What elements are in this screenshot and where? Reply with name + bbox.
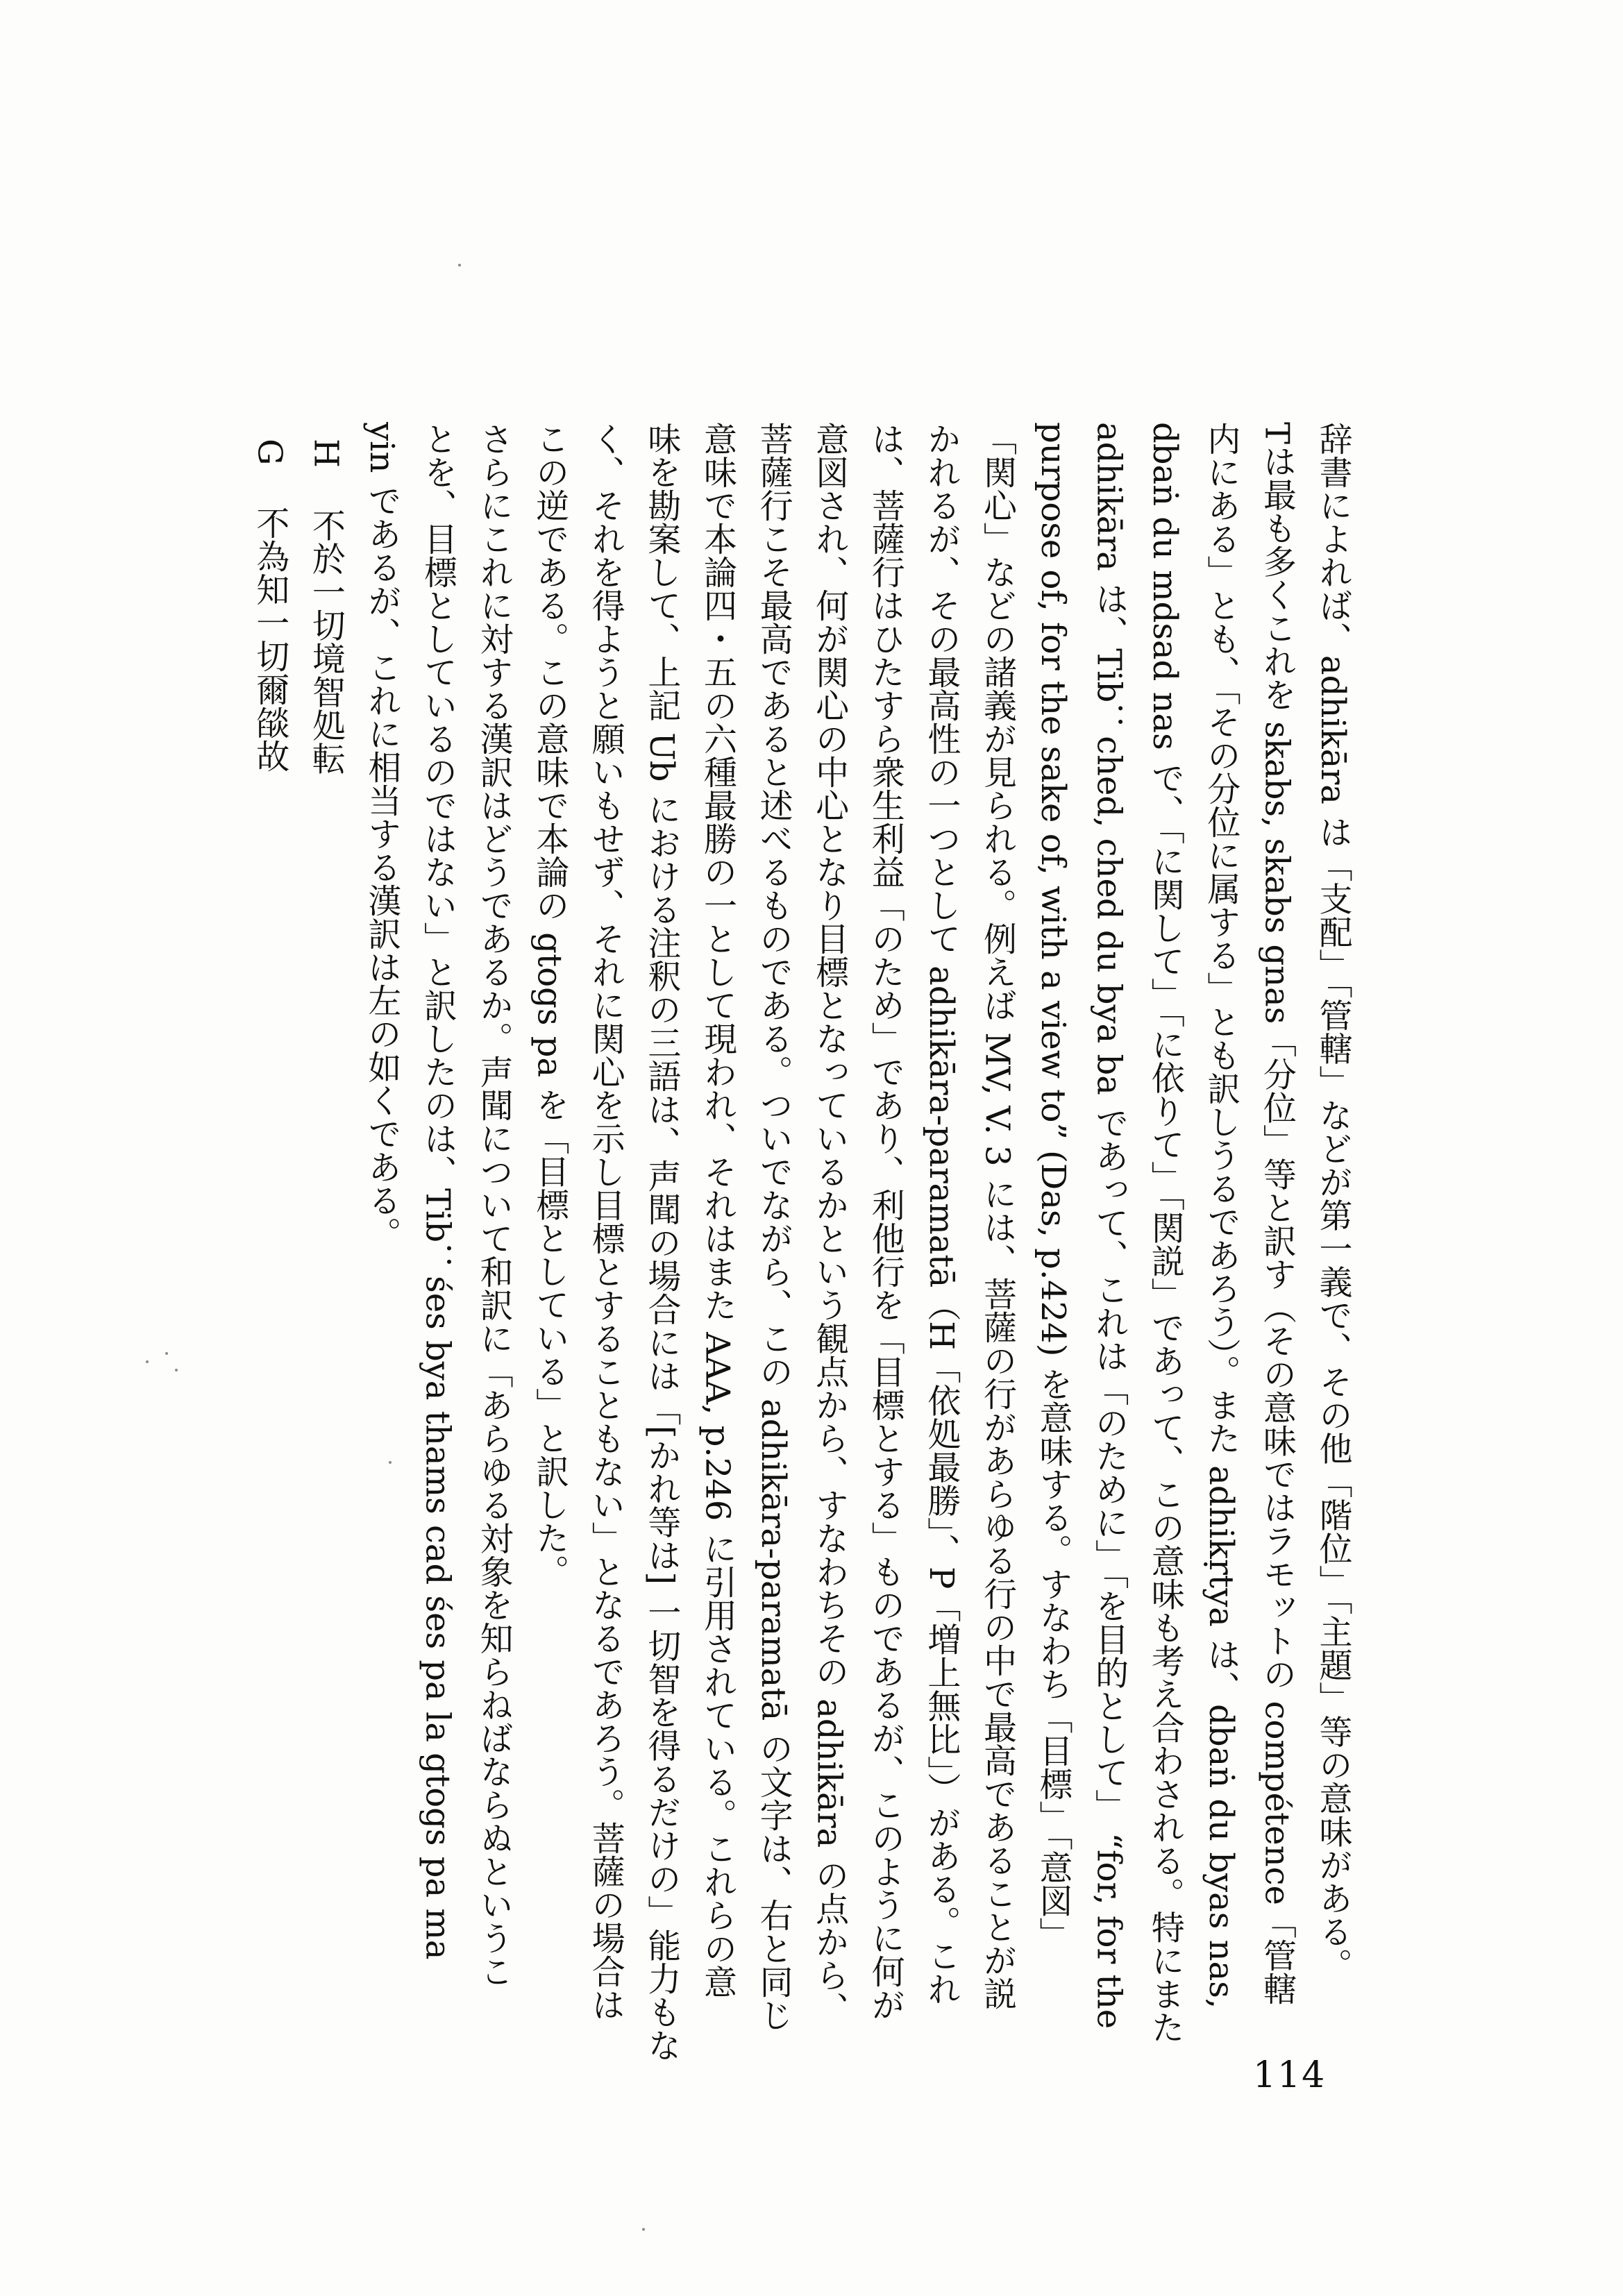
paragraph-2 <box>353 389 521 2041</box>
text-line: 内にある」とも、「その分位に属する」とも訳しうるであろう）。また adhikṛtya は、dbaṅ du byas nas, <box>1201 422 1241 2009</box>
scan-speck <box>165 1352 168 1355</box>
text-line: adhikāra は、Tib：ched, ched du bya ba であって、これは「のために」「を目的として」 “for, for the <box>1089 422 1129 2029</box>
text-line: とを、目標としているのではない」と訳したのは、Tib：śes bya thams cad śes pa la gtogs pa ma <box>418 422 457 1960</box>
text-line: く、それを得ようと願いもせず、それに関心を示し目標とすることもない」となるであろう。菩薩の場合は <box>586 422 625 2021</box>
translation-list <box>242 389 353 2041</box>
text-line: この逆である。この意味で本論の gtogs pa を「目標としている」と訳した。 <box>530 422 569 1588</box>
paragraph-1 <box>521 389 1361 2062</box>
text-line: は、菩薩行はひたすら衆生利益「のため」であり、利他行を「目標とする」ものであるが、このように何が <box>866 422 905 2021</box>
translation-item-g <box>242 389 298 2041</box>
item-text: 不於一切境智処転 <box>306 508 346 775</box>
translation-item-h <box>298 389 354 2041</box>
scan-speck <box>642 2228 645 2231</box>
text-line: さらにこれに対する漢訳はどうであるか。声聞について和訳に「あらゆる対象を知らねばならぬというこ <box>474 422 514 1988</box>
text-line: 意味で本論四・五の六種最勝の一として現われ、それはまた AAA, p.246 に引用されている。これらの意 <box>698 422 737 1998</box>
text-line: yin であるが、これに相当する漢訳は左の如くである。 <box>362 422 401 1250</box>
body-text <box>250 389 1361 2062</box>
text-line: dbaṅ du mdsad nas で、「に関して」「に依りて」「関説」であって、この意味も考え合わされる。特にまた <box>1145 422 1185 2044</box>
text-line: Tは最も多くこれを skabs, skabs gnas「分位」等と訳す（その意味ではラモットの compétence「管轄 <box>1257 422 1297 2005</box>
scan-speck <box>389 1461 392 1464</box>
page-number: 114 <box>1253 2054 1327 2096</box>
text-line: purpose of, for the sake of, with a view to” (Das, p.424) を意味する。すなわち「目標」「意図」 <box>1034 422 1073 1950</box>
item-marker: H <box>306 439 346 468</box>
item-marker: G <box>250 439 289 466</box>
text-line: かれるが、その最高性の一つとして adhikāra-paramatā（H「依処最勝」、P「増上無比」）がある。これ <box>921 422 961 2006</box>
text-line: 味を勘案して、上記 Ub における注釈の三語は、声聞の場合には「[かれ等は] 一切智を得るだけの」能力もな <box>641 422 681 2062</box>
text-line: 辞書によれば、adhikāra は「支配」「管轄」などが第一義で、その他「階位」「主題」等の意味がある。 <box>1313 422 1352 1982</box>
item-text: 不為知一切爾燄故 <box>250 505 289 773</box>
text-line: 菩薩行こそ最高であると述べるものである。ついでながら、この adhikāra-paramatā の文字は、右と同じ <box>754 422 793 2032</box>
scan-speck <box>458 264 461 267</box>
scan-speck <box>175 1369 178 1371</box>
scan-speck <box>146 1360 149 1363</box>
text-line: 意図され、何が関心の中心となり目標となっているかという観点から、すなわちその adhikāra の点から、 <box>809 422 849 2025</box>
text-line: 「関心」などの諸義が見られる。例えば MV, V. 3 には、菩薩の行があらゆる行の中で最高であることが説 <box>977 422 1017 2010</box>
